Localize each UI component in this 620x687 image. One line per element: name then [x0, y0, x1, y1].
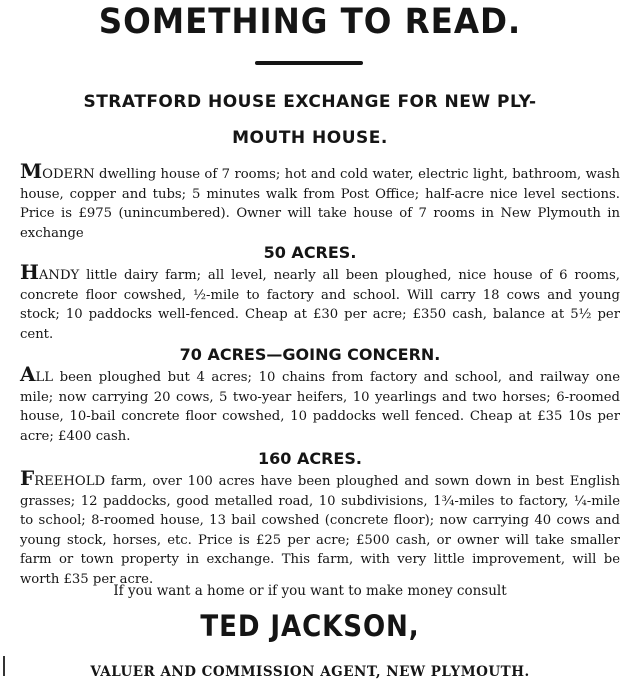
- consult-line: If you want a home or if you want to make money consult: [113, 583, 507, 599]
- listing-paragraph-160-acres: [20, 466, 620, 589]
- listing-dropcap: F: [20, 466, 35, 490]
- agent-title: VALUER AND COMMISSION AGENT, NEW PLYMOUTH.: [90, 664, 530, 680]
- headline-rule: [255, 61, 363, 65]
- exchange-dropcap: M: [20, 159, 43, 183]
- listing-body: LL been ploughed but 4 acres; 10 chains from factory and school, and railway one mile; now carrying 20 cows, 5 two-year heifers, 10 yearlings and two horses; 6-roomed house, 10-bail concrete floor cowshed, 10 paddocks well fenced. Cheap at £35 10s per acre; £400 cash.: [20, 370, 620, 444]
- listing-paragraph-70-acres: [20, 362, 620, 446]
- listing-dropcap: H: [20, 260, 39, 284]
- listing-heading-160-acres: 160 ACRES.: [258, 449, 362, 468]
- exchange-title-line-2: MOUTH HOUSE.: [232, 128, 388, 148]
- agent-name: TED JACKSON,: [200, 609, 420, 643]
- listing-body: REEHOLD farm, over 100 acres have been ploughed and sown down in best English grasses; 12 paddocks, good metalled road, 10 subdivisions, 1¾-miles to factory, ¼-mile to school; 8-roomed house, 13 bail cowshed (concrete floor); now carrying 40 cows and young stock, horses, etc. Price is £25 per acre; £500 cash, or owner will take smaller farm or town property in exchange. This farm, with very little improvement, will be worth £35 per acre.: [20, 474, 620, 587]
- listing-paragraph-50-acres: [20, 260, 620, 344]
- listing-dropcap: A: [20, 362, 36, 386]
- exchange-body: ODERN dwelling house of 7 rooms; hot and cold water, electric light, bathroom, wash house, copper and tubs; 5 minutes walk from Post Office; half-acre nice level sections. Price is £975 (unincumbered). Owner will take house of 7 rooms in New Plymouth in exchange: [20, 167, 620, 241]
- exchange-paragraph: [20, 159, 620, 243]
- listing-heading-50-acres: 50 ACRES.: [263, 243, 357, 262]
- listing-body: ANDY little dairy farm; all level, nearly all been ploughed, nice house of 6 rooms, concrete floor cowshed, ½-mile to factory and school. Will carry 18 cows and young stock; 10 paddocks well-fenced. Cheap at £30 per acre; £350 cash, balance at 5½ per cent.: [20, 268, 620, 342]
- headline: SOMETHING TO READ.: [98, 2, 522, 42]
- exchange-title-line-1: STRATFORD HOUSE EXCHANGE FOR NEW PLY-: [83, 92, 537, 112]
- margin-mark: [3, 656, 5, 676]
- listing-heading-70-acres: 70 ACRES—GOING CONCERN.: [179, 345, 441, 364]
